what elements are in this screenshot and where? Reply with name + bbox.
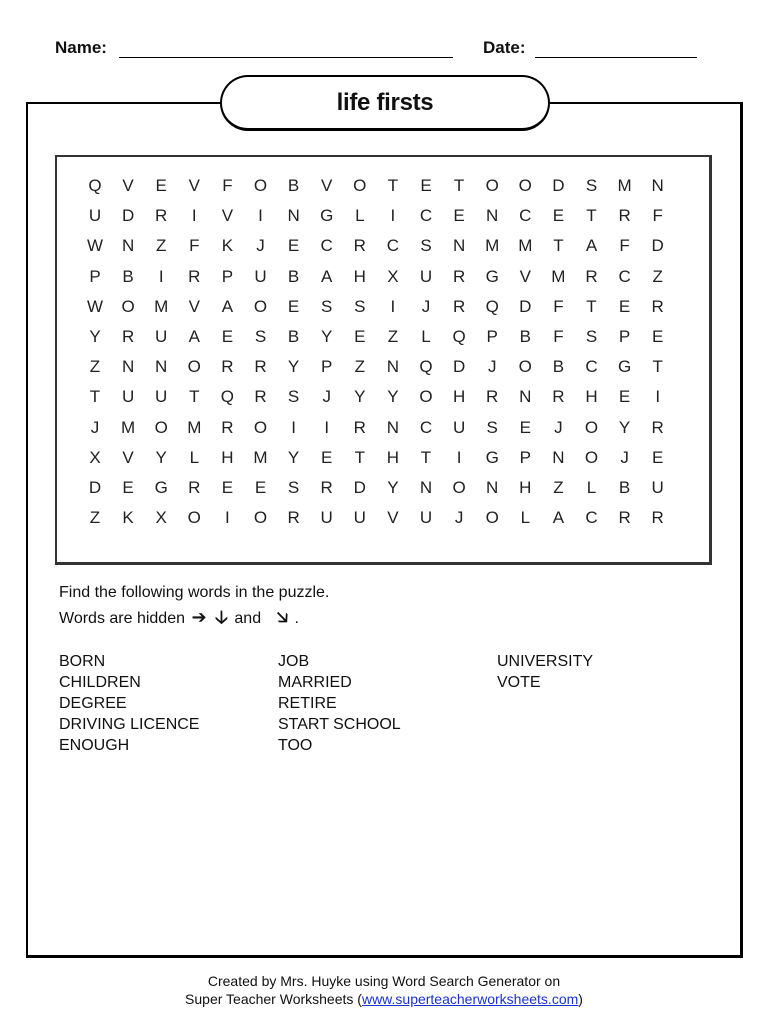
grid-letter: E — [652, 447, 664, 467]
grid-letter: O — [485, 508, 499, 528]
title-banner — [220, 75, 550, 131]
grid-letter: E — [221, 327, 234, 346]
grid-letter: O — [253, 176, 268, 195]
grid-letter: B — [287, 266, 300, 286]
grid-letter: U — [353, 508, 366, 528]
grid-letter: O — [253, 296, 268, 316]
grid-letter: I — [225, 508, 230, 528]
grid-letter: Q — [452, 327, 466, 346]
grid-letter: Y — [387, 387, 399, 407]
grid-letter: I — [456, 447, 462, 467]
grid-letter: E — [287, 236, 300, 256]
grid-letter: T — [420, 447, 432, 467]
grid-letter: N — [452, 236, 466, 256]
grid-letter: O — [518, 176, 532, 195]
grid-letter: Y — [287, 357, 300, 377]
grid-letter: G — [485, 266, 499, 286]
grid-letter: N — [486, 206, 499, 226]
grid-letter: H — [452, 387, 466, 407]
grid-letter: H — [519, 478, 532, 497]
grid-letter: F — [553, 296, 564, 316]
grid-letter: E — [618, 296, 631, 316]
grid-letter: W — [86, 296, 104, 316]
grid-letter: R — [651, 508, 664, 528]
grid-letter: Q — [419, 357, 433, 377]
word-item: START SCHOOL — [278, 716, 401, 733]
grid-letter: Z — [652, 266, 663, 286]
grid-letter: H — [386, 447, 400, 467]
grid-letter: J — [620, 447, 629, 467]
grid-letter: N — [552, 447, 565, 467]
grid-letter: E — [453, 206, 465, 226]
grid-letter: A — [188, 327, 200, 346]
grid-letter: P — [89, 266, 101, 286]
grid-letter: J — [487, 357, 497, 377]
grid-letter: J — [454, 508, 464, 528]
grid-letter: U — [155, 327, 168, 346]
grid-letter: M — [485, 236, 500, 256]
name-label: Name: — [55, 38, 107, 57]
grid-letter: R — [221, 357, 234, 377]
grid-letter: U — [419, 266, 433, 286]
grid-letter: K — [221, 236, 234, 256]
instructions-prefix: Words are hidden — [59, 610, 185, 627]
grid-letter: R — [320, 478, 333, 497]
grid-letter: Z — [354, 357, 365, 377]
grid-letter: N — [121, 357, 135, 377]
grid-letter: Z — [553, 478, 564, 497]
word-item: DEGREE — [59, 695, 127, 712]
grid-letter: A — [585, 236, 598, 256]
grid-letter: W — [86, 236, 104, 256]
name-line — [119, 57, 453, 58]
grid-letter: L — [355, 206, 365, 226]
grid-letter: Y — [618, 417, 631, 437]
grid-letter: H — [221, 447, 234, 467]
word-item: VOTE — [497, 674, 541, 691]
grid-letter: Y — [387, 478, 399, 497]
grid-letter: S — [287, 387, 300, 407]
grid-letter: S — [287, 478, 300, 497]
grid-letter: N — [486, 478, 499, 497]
grid-letter: R — [618, 206, 631, 226]
grid-letter: T — [553, 236, 564, 256]
grid-letter: P — [321, 357, 333, 377]
grid-letter: D — [353, 478, 366, 497]
grid-letter: O — [518, 357, 532, 377]
grid-letter: C — [320, 236, 333, 256]
grid-letter: M — [551, 266, 566, 286]
instructions-period: . — [294, 610, 299, 627]
grid-letter: R — [651, 296, 664, 316]
grid-letter: R — [188, 266, 201, 286]
word-item: DRIVING LICENCE — [59, 716, 200, 733]
word-item: TOO — [278, 737, 313, 754]
grid-letter: T — [586, 206, 597, 226]
grid-letter: X — [89, 447, 101, 467]
grid-letter: T — [387, 176, 399, 195]
grid-letter: R — [353, 417, 366, 437]
grid-letter: U — [419, 508, 433, 528]
grid-letter: P — [519, 447, 531, 467]
grid-letter: N — [651, 176, 664, 195]
grid-letter: T — [354, 447, 365, 467]
instructions-line-2 — [59, 605, 299, 635]
grid-letter: N — [419, 478, 433, 497]
grid-letter: P — [486, 327, 498, 346]
grid-letter: S — [321, 296, 333, 316]
grid-letter: E — [519, 417, 531, 437]
grid-letter: P — [221, 266, 234, 286]
grid-letter: O — [353, 176, 367, 195]
word-item: RETIRE — [278, 695, 337, 712]
grid-letter: D — [452, 357, 466, 377]
grid-letter: S — [420, 236, 432, 256]
grid-letter: S — [486, 417, 498, 437]
grid-letter: H — [353, 266, 366, 286]
grid-letter: E — [321, 447, 333, 467]
grid-letter: V — [221, 206, 234, 226]
grid-letter: E — [354, 327, 366, 346]
grid-letter: R — [618, 508, 631, 528]
grid-letter: F — [652, 206, 663, 226]
instructions-and: and — [234, 610, 262, 627]
grid-letter: R — [155, 206, 168, 226]
grid-letter: J — [322, 387, 331, 407]
grid-letter: E — [552, 206, 565, 226]
grid-letter: C — [419, 206, 433, 226]
grid-letter: V — [387, 508, 399, 528]
footer-credit — [0, 972, 768, 1008]
grid-letter: Y — [354, 387, 366, 407]
grid-letter: E — [618, 387, 631, 407]
grid-letter: D — [552, 176, 565, 195]
footer-link[interactable]: www.superteacherworksheets.com — [361, 991, 579, 1007]
grid-letter: Y — [155, 447, 167, 467]
grid-letter: N — [386, 357, 400, 377]
grid-letter: D — [519, 296, 532, 316]
grid-letter: C — [585, 508, 598, 528]
grid-letter: R — [452, 296, 466, 316]
grid-letter: R — [651, 417, 664, 437]
page-title: life firsts — [336, 88, 434, 116]
grid-letter: A — [552, 508, 565, 528]
grid-letter: O — [452, 478, 466, 497]
grid-letter: G — [320, 206, 334, 226]
grid-letter: F — [619, 236, 630, 256]
grid-letter: T — [453, 176, 465, 195]
grid-letter: Z — [89, 508, 101, 528]
grid-letter: I — [258, 206, 263, 226]
grid-letter: Z — [155, 236, 167, 256]
date-label: Date: — [483, 38, 526, 57]
grid-letter: D — [651, 236, 664, 256]
grid-letter: U — [320, 508, 333, 528]
grid-letter: A — [221, 296, 234, 316]
grid-letter: D — [88, 478, 102, 497]
word-item: MARRIED — [278, 674, 352, 691]
footer-line-2 — [0, 990, 768, 1008]
grid-letter: M — [187, 417, 202, 437]
grid-letter: V — [122, 447, 134, 467]
grid-letter: Y — [287, 447, 300, 467]
grid-letter: L — [421, 327, 431, 346]
grid-letter: Y — [89, 327, 101, 346]
grid-letter: J — [554, 417, 563, 437]
grid-letter: R — [486, 387, 499, 407]
grid-letter: O — [485, 176, 499, 195]
grid-letter: E — [254, 478, 267, 497]
grid-letter: G — [154, 478, 168, 497]
grid-letter: N — [121, 236, 135, 256]
grid-letter: A — [321, 266, 333, 286]
grid-letter: N — [287, 206, 300, 226]
grid-letter: X — [155, 508, 167, 528]
grid-letter: V — [519, 266, 531, 286]
grid-letter: E — [652, 327, 664, 346]
grid-letter: F — [553, 327, 564, 346]
instructions-line-1: Find the following words in the puzzle. — [59, 584, 330, 601]
grid-letter: U — [254, 266, 267, 286]
grid-letter: K — [122, 508, 134, 528]
word-item: UNIVERSITY — [497, 653, 594, 670]
grid-letter: C — [419, 417, 433, 437]
grid-letter: O — [154, 417, 168, 437]
grid-letter: U — [155, 387, 168, 407]
grid-letter: Z — [89, 357, 101, 377]
grid-letter: N — [155, 357, 168, 377]
grid-letter: C — [618, 266, 631, 286]
grid-letter: J — [90, 417, 100, 437]
grid-letter: N — [386, 417, 400, 437]
grid-letter: R — [552, 387, 565, 407]
worksheet-header — [55, 38, 715, 62]
grid-letter: M — [617, 176, 632, 195]
grid-letter: P — [618, 327, 631, 346]
grid-letter: C — [386, 236, 400, 256]
grid-letter: I — [390, 296, 396, 316]
grid-letter: B — [618, 478, 631, 497]
grid-letter: R — [452, 266, 466, 286]
grid-letter: Q — [220, 387, 234, 407]
grid-letter: B — [122, 266, 134, 286]
grid-letter: M — [154, 296, 169, 316]
grid-letter: U — [452, 417, 466, 437]
grid-letter: R — [585, 266, 598, 286]
grid-letter: E — [155, 176, 167, 195]
grid-letter: O — [187, 508, 201, 528]
grid-letter: I — [291, 417, 296, 437]
grid-letter: J — [256, 236, 265, 256]
grid-letter: I — [191, 206, 197, 226]
grid-letter: O — [584, 447, 599, 467]
arrow-down-icon: 🡣 — [215, 607, 228, 627]
grid-letter: E — [420, 176, 432, 195]
grid-letter: R — [188, 478, 201, 497]
grid-letter: V — [122, 176, 134, 195]
grid-letter: B — [552, 357, 565, 377]
grid-letter: O — [419, 387, 433, 407]
grid-letter: R — [287, 508, 300, 528]
grid-letter: C — [519, 206, 532, 226]
date-line — [535, 57, 697, 58]
grid-letter: O — [253, 508, 268, 528]
grid-letter: G — [617, 357, 632, 377]
grid-letter: Y — [321, 327, 333, 346]
word-item: BORN — [59, 653, 106, 670]
grid-letter: M — [121, 417, 136, 437]
grid-letter: T — [652, 357, 663, 377]
grid-letter: L — [586, 478, 597, 497]
grid-letter: T — [586, 296, 597, 316]
grid-letter: B — [287, 176, 300, 195]
grid-letter: E — [221, 478, 234, 497]
grid-letter: E — [287, 296, 300, 316]
grid-letter: R — [353, 236, 366, 256]
arrow-diagonal-icon: 🡦 — [276, 607, 289, 627]
grid-letter: O — [584, 417, 599, 437]
grid-letter: I — [655, 387, 661, 407]
footer-suffix: ) — [578, 991, 583, 1007]
grid-letter: F — [222, 176, 233, 195]
grid-letter: T — [89, 387, 101, 407]
grid-letter: M — [253, 447, 268, 467]
word-search-grid — [55, 155, 712, 565]
word-item: JOB — [278, 653, 310, 670]
grid-letter: S — [585, 176, 598, 195]
grid-letter: J — [421, 296, 431, 316]
grid-letter: V — [321, 176, 333, 195]
grid-letter: Q — [485, 296, 499, 316]
grid-letter: S — [354, 296, 366, 316]
word-item: CHILDREN — [59, 674, 141, 691]
grid-letter: O — [253, 417, 268, 437]
arrow-right-icon: ➔ — [191, 607, 207, 627]
grid-letter: Z — [387, 327, 399, 346]
grid-letter: N — [519, 387, 532, 407]
grid-letter: G — [485, 447, 499, 467]
grid-letter: V — [188, 296, 200, 316]
grid-letter: V — [188, 176, 200, 195]
grid-letter: E — [122, 478, 134, 497]
grid-letter: U — [88, 206, 102, 226]
grid-letter: R — [254, 387, 267, 407]
grid-letter: R — [121, 327, 135, 346]
word-item: ENOUGH — [59, 737, 130, 754]
grid-letter: B — [519, 327, 531, 346]
grid-letter: O — [121, 296, 135, 316]
grid-letter: B — [287, 327, 300, 346]
grid-letter: M — [518, 236, 533, 256]
grid-letter: T — [189, 387, 200, 407]
grid-letter: Q — [88, 176, 102, 195]
grid-letter: F — [189, 236, 200, 256]
grid-letter: S — [585, 327, 598, 346]
grid-letter: O — [187, 357, 201, 377]
grid-letter: U — [121, 387, 135, 407]
footer-line-1: Created by Mrs. Huyke using Word Search Generator on — [207, 973, 561, 989]
footer-prefix: Super Teacher Worksheets ( — [185, 991, 362, 1007]
grid-letter: I — [158, 266, 164, 286]
grid-letter: C — [585, 357, 598, 377]
grid-letter: I — [390, 206, 396, 226]
grid-letter: U — [651, 478, 664, 497]
grid-letter: D — [121, 206, 135, 226]
grid-letter: I — [324, 417, 330, 437]
grid-letter: X — [387, 266, 399, 286]
grid-letter: S — [254, 327, 267, 346]
grid-letter: L — [520, 508, 531, 528]
grid-letter: L — [189, 447, 200, 467]
grid-letter: R — [254, 357, 267, 377]
grid-letter: H — [585, 387, 598, 407]
grid-letter: R — [221, 417, 234, 437]
